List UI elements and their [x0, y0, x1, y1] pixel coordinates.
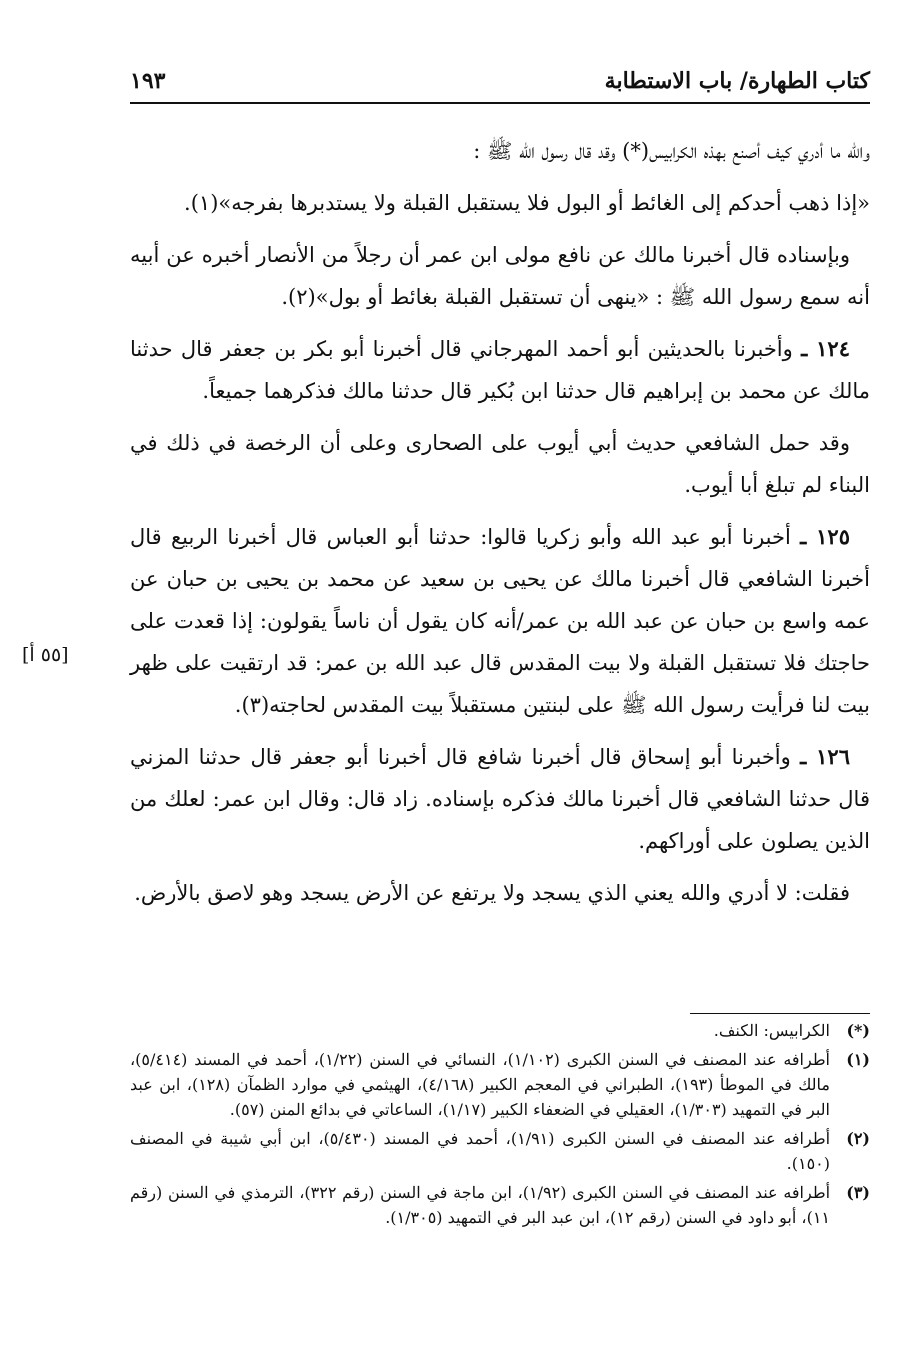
hadith-entry: ١٢٦ ـ وأخبرنا أبو إسحاق قال أخبرنا شافع قال أخبرنا أبو جعفر قال حدثنا المزني قال حدثنا الشافعي قال أخبرنا مالك فذكره بإسناده. زاد قال: وقال ابن عمر: لعلك من الذين يصلون على أوراكهم.	[130, 744, 870, 853]
footnotes	[130, 1018, 870, 1234]
main-text	[130, 130, 870, 924]
footnote-mark: (*)	[846, 1021, 870, 1040]
hadith-quote: «إذا ذهب أحدكم إلى الغائط أو البول فلا يستقبل القبلة ولا يستدبرها بفرجه»(١).	[184, 191, 870, 215]
manuscript-folio-marker: [٥٥ أ]	[22, 644, 69, 666]
footnote: (*) الكرابيس: الكنف.	[130, 1018, 870, 1043]
footnote-separator	[690, 1013, 870, 1014]
running-title: كتاب الطهارة/ باب الاستطابة	[604, 68, 870, 94]
hadith-number: ١٢٦ ـ	[800, 744, 850, 769]
paragraph: وبإسناده قال أخبرنا مالك عن نافع مولى ابن عمر أن رجلاً من الأنصار أخبره عن أبيه أنه سمع رسول الله ﷺ : «ينهى أن تستقبل القبلة بغائط أو بول»(٢).	[130, 243, 870, 309]
paragraph: فقلت: لا أدري والله يعني الذي يسجد ولا يرتفع عن الأرض يسجد وهو لاصق بالأرض.	[134, 881, 850, 905]
hadith-number: ١٢٥ ـ	[800, 524, 850, 549]
hadith-number: ١٢٤ ـ	[801, 336, 850, 361]
footnote-mark: (٣)	[846, 1183, 870, 1202]
footnote: (٣) أطرافه عند المصنف في السنن الكبرى (١/٩٢)، ابن ماجة في السنن (رقم ٣٢٢)، الترمذي في السنن (رقم ١١)، أبو داود في السنن (رقم ١٢)، ابن عبد البر في التمهيد (١/٣٠٥).	[130, 1180, 870, 1230]
page-header	[130, 66, 870, 104]
footnote-mark: (١)	[846, 1050, 870, 1069]
paragraph: وقد حمل الشافعي حديث أبي أيوب على الصحارى وعلى أن الرخصة في ذلك في البناء لم تبلغ أبا أيوب.	[130, 431, 870, 497]
hadith-entry: ١٢٤ ـ وأخبرنا بالحديثين أبو أحمد المهرجاني قال أخبرنا أبو بكر بن جعفر قال حدثنا مالك عن محمد بن إبراهيم قال حدثنا ابن بُكير قال حدثنا مالك فذكرهما جميعاً.	[130, 336, 870, 403]
page-number: ١٩٣	[130, 68, 166, 94]
footnote: (٢) أطرافه عند المصنف في السنن الكبرى (١/٩١)، أحمد في المسند (٥/٤٣٠)، ابن أبي شيبة في المصنف (١٥٠).	[130, 1126, 870, 1176]
hadith-entry: ١٢٥ ـ أخبرنا أبو عبد الله وأبو زكريا قالوا: حدثنا أبو العباس قال أخبرنا الربيع قال أخبرنا الشافعي قال أخبرنا مالك عن يحيى بن سعيد عن محمد بن يحيى بن حبان عن عمه واسع بن حبان عن عبد الله بن عمر/أنه كان يقول أن ناساً يقولون: إذا قعدت على حاجتك فلا تستقبل القبلة ولا بيت المقدس قال عبد الله بن عمر: قد ارتقيت على ظهر بيت لنا فرأيت رسول الله ﷺ على لبنتين مستقبلاً بيت المقدس لحاجته(٣).	[130, 524, 870, 717]
footnote-mark: (٢)	[846, 1129, 870, 1148]
footnote: (١) أطرافه عند المصنف في السنن الكبرى (١/١٠٢)، النسائي في السنن (١/٢٢)، أحمد في المسند (٥/٤١٤)، مالك في الموطأ (١٩٣)، الطبراني في المعجم الكبير (٤/١٦٨)، الهيثمي في موارد الظمآن (١٢٨)، ابن عبد البر في التمهيد (١/٣٠٣)، العقيلي في الضعفاء الكبير (١/١٧)، الساعاتي في بدائع المنن (٥٧).	[130, 1047, 870, 1122]
paragraph: والله ما أدري كيف أصنع بهذه الكرابيس(*) وقد قال رسول الله ﷺ :	[473, 139, 870, 163]
